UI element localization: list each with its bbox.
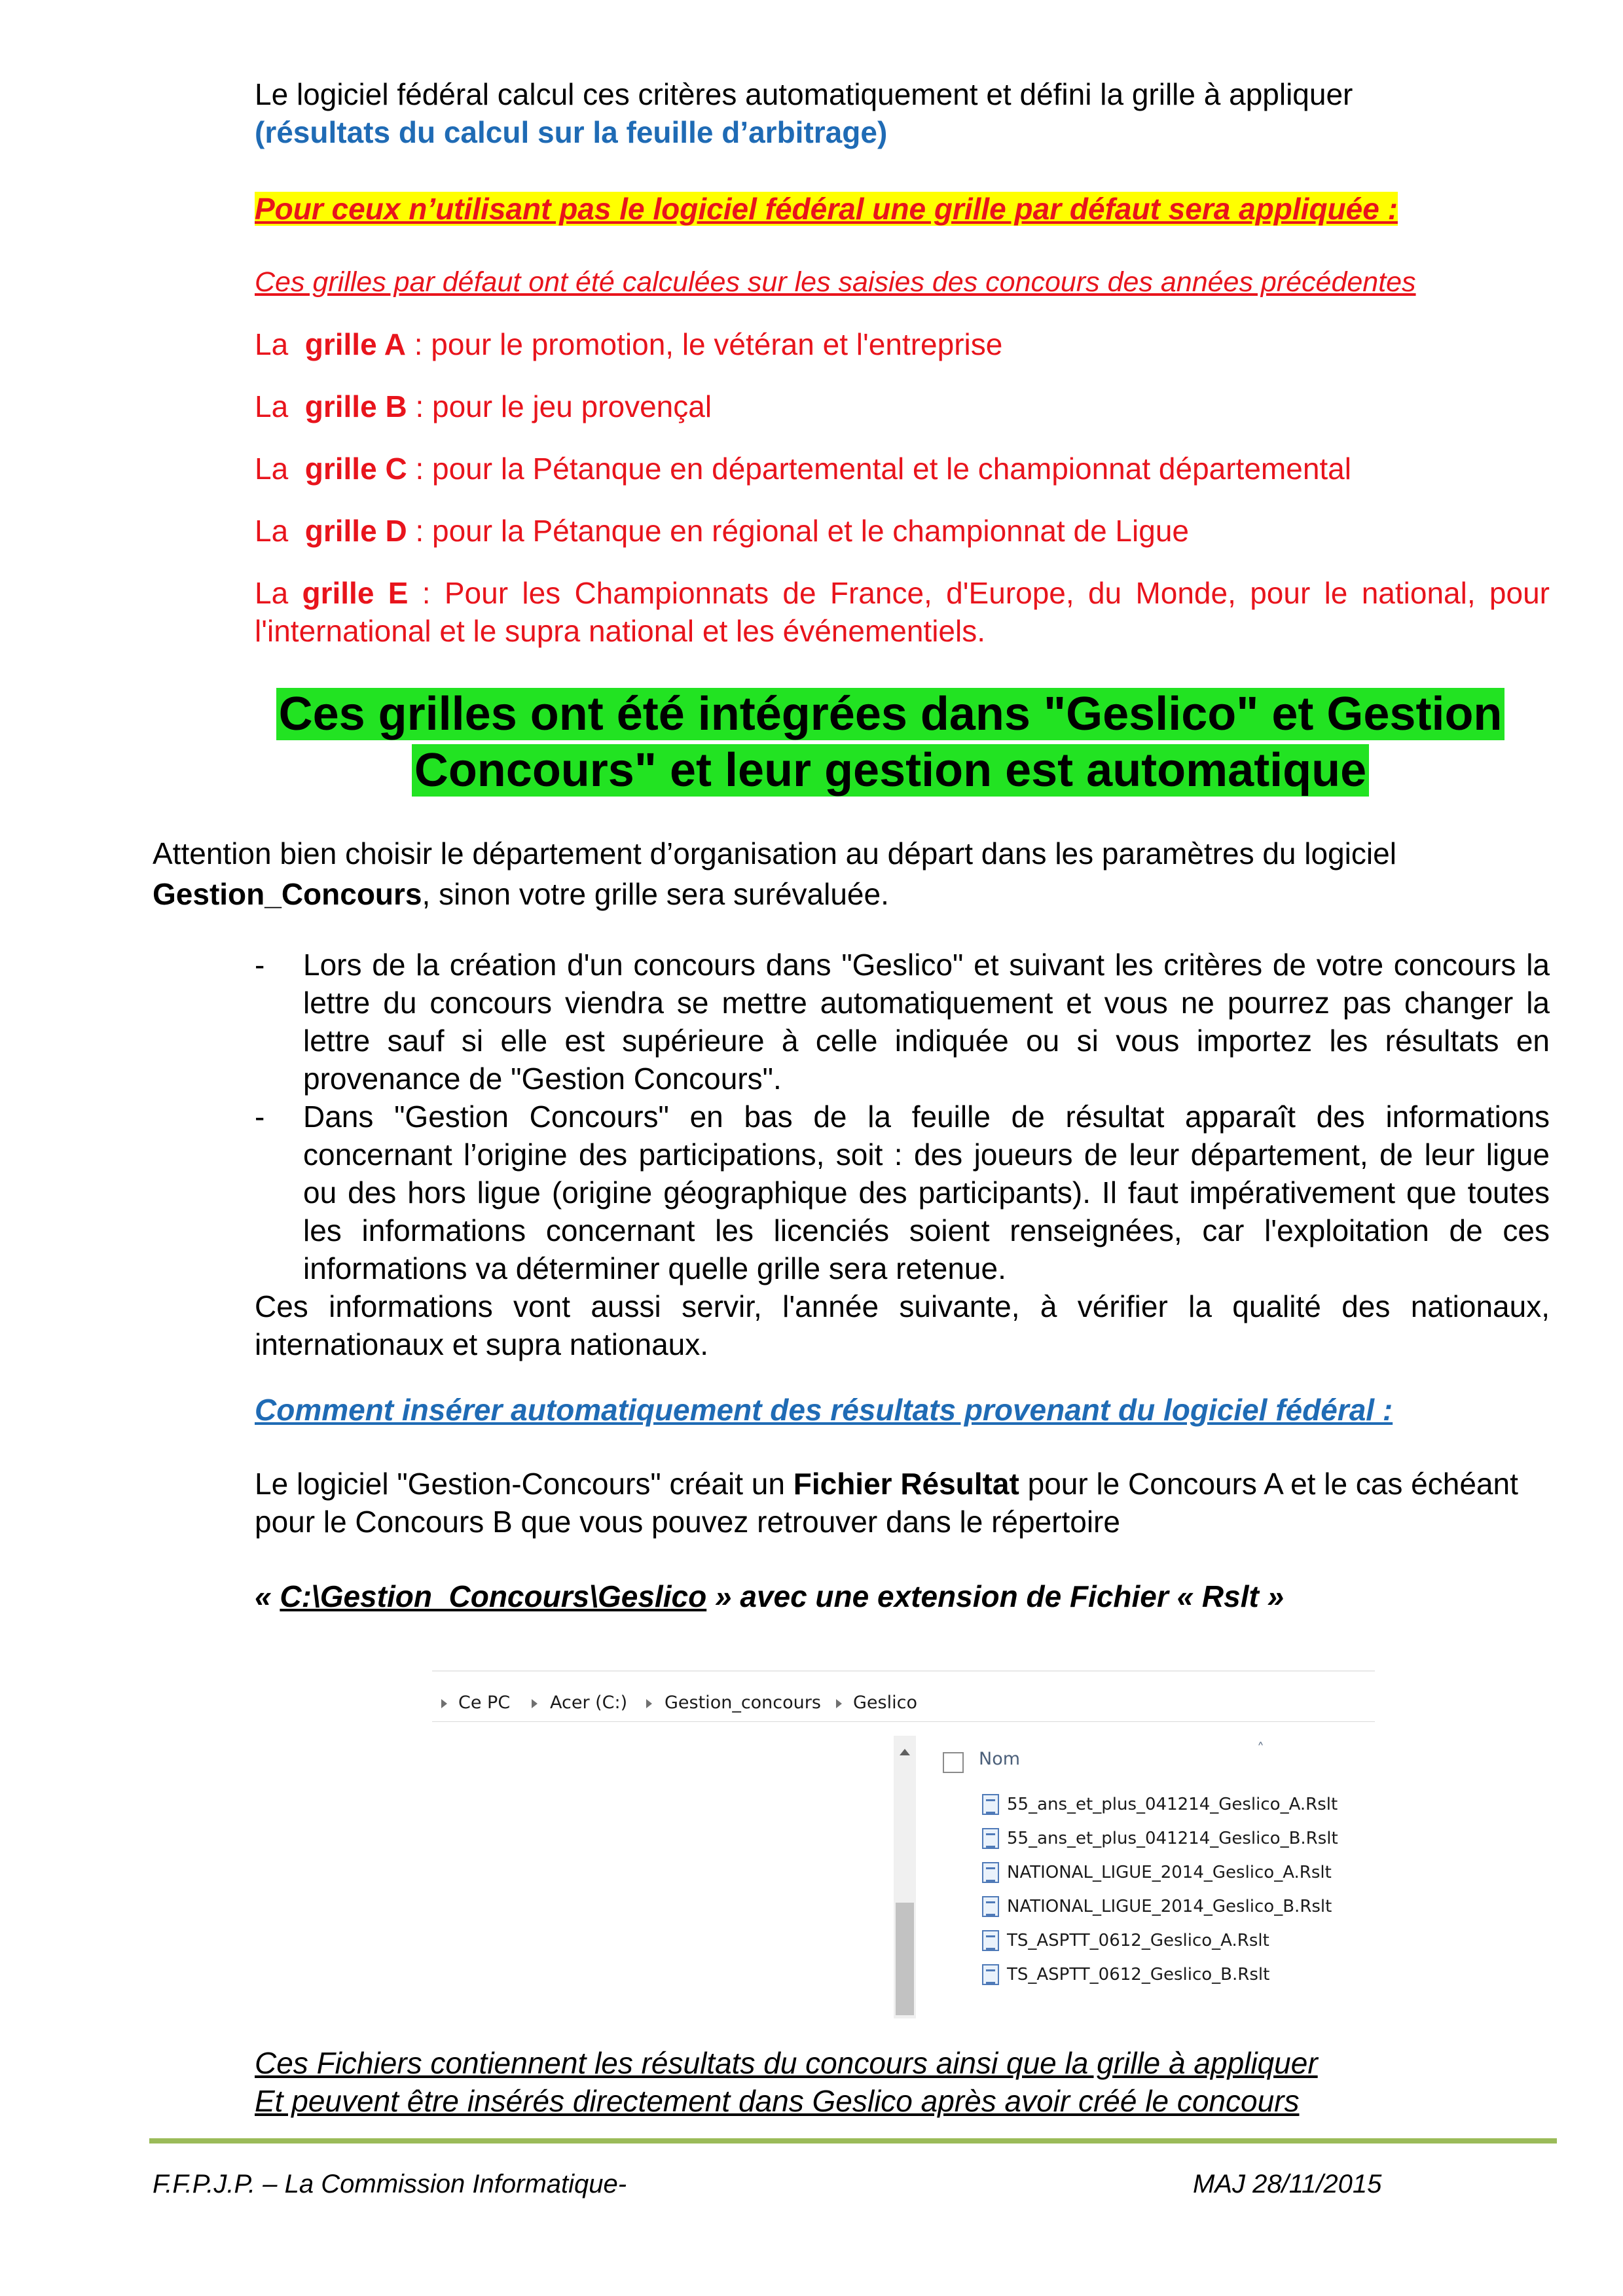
grille-b-line <box>255 387 1550 425</box>
logiciel-text-end: pour le Concours A et le cas échéant pour le Concours B que vous pouvez retrouver dans le répertoire <box>255 1467 1518 1539</box>
file-name: NATIONAL_LIGUE_2014_Geslico_B.Rslt <box>1007 1897 1332 1916</box>
file-icon <box>982 1930 999 1951</box>
grille-b-name: grille B <box>304 389 407 423</box>
breadcrumb-item-ce-pc[interactable]: Ce PC <box>458 1693 511 1713</box>
file-icon <box>982 1828 999 1849</box>
path-open: « <box>255 1579 280 1613</box>
breadcrumb-item-gestion-concours[interactable]: Gestion_concours <box>665 1693 821 1713</box>
bullet-creation-text: Lors de la création d'un concours dans "Geslico" et suivant les critères de votre concours la lettre du concours viendra se mettre automatiquement et vous ne pourrez pas changer la lettre sauf si elle est supérieure à celle indiquée ou si vous importez les résultats en provenance de "Gestion Concours". <box>303 948 1550 1096</box>
breadcrumb-arrow-icon <box>532 1699 538 1708</box>
intro-blue-note: (résultats du calcul sur la feuille d’arbitrage) <box>255 115 888 149</box>
scroll-up-icon[interactable] <box>900 1749 910 1755</box>
default-grid-note: Ces grilles par défaut ont été calculées sur les saisies des concours des années précédentes <box>255 266 1416 298</box>
path-value: C:\Gestion_Concours\Geslico <box>280 1579 707 1613</box>
breadcrumb-arrow-icon <box>646 1699 652 1708</box>
grille-c-desc: : pour la Pétanque en départemental et le championnat départemental <box>407 452 1351 486</box>
grille-d-prefix: La <box>255 514 289 548</box>
file-name: 55_ans_et_plus_041214_Geslico_B.Rslt <box>1007 1829 1338 1848</box>
explorer-top-border <box>432 1670 1375 1677</box>
footer-date: MAJ 28/11/2015 <box>1193 2170 1382 2198</box>
grille-e-name: grille E <box>302 576 409 610</box>
grille-d-desc: : pour la Pétanque en régional et le championnat de Ligue <box>407 514 1189 548</box>
intro-paragraph <box>255 75 1550 151</box>
grille-d-name: grille D <box>304 514 407 548</box>
informations-paragraph: Ces informations vont aussi servir, l'année suivante, à vérifier la qualité des nationaux, internationaux et supra nationaux. <box>255 1289 1550 1361</box>
select-all-checkbox[interactable] <box>943 1752 964 1773</box>
file-icon <box>982 1862 999 1883</box>
grille-c-prefix: La <box>255 452 289 486</box>
breadcrumb-item-geslico[interactable]: Geslico <box>853 1693 917 1713</box>
file-icon <box>982 1964 999 1985</box>
grille-c-line <box>255 450 1550 488</box>
grille-e-desc: : Pour les Championnats de France, d'Europe, du Monde, pour le national, pour l'international et le supra national et les événementiels. <box>255 576 1550 648</box>
bullet-dash-icon: - <box>255 948 265 982</box>
default-grid-warning-text: Pour ceux n’utilisant pas le logiciel fédéral une grille par défaut sera appliquée : <box>255 192 1398 226</box>
attention-software-name: Gestion_Concours <box>153 877 422 911</box>
file-name: 55_ans_et_plus_041214_Geslico_A.Rslt <box>1007 1795 1338 1814</box>
attention-text: Attention bien choisir le département d’organisation au départ dans les paramètres du logiciel <box>153 836 1396 870</box>
column-header-name[interactable]: Nom <box>979 1749 1021 1769</box>
footer-divider <box>149 2138 1557 2144</box>
grille-a-line <box>255 325 1550 363</box>
grille-b-desc: : pour le jeu provençal <box>407 389 712 423</box>
footer-left: F.F.P.J.P. – La Commission Informatique- <box>153 2170 627 2198</box>
banner-line-2: Concours" et leur gestion est automatique <box>412 744 1369 797</box>
grille-d-line <box>255 512 1550 550</box>
file-name: TS_ASPTT_0612_Geslico_A.Rslt <box>1007 1931 1269 1950</box>
default-grid-warning <box>255 190 1550 228</box>
attention-text-end: , sinon votre grille sera surévaluée. <box>422 877 889 911</box>
grille-a-desc: : pour le promotion, le vétéran et l'entreprise <box>405 327 1003 361</box>
integration-banner <box>196 686 1584 798</box>
bullet-gestion-concours-text: Dans "Gestion Concours" en bas de la feuille de résultat apparaît des informations concernant l’origine des participations, soit : des joueurs de leur département, de leur ligue ou des hors ligue (origine géographique des participants). Il faut impérativement que toutes les informations concernant les licenciés soient renseignées, car l'exploitation de ces informations va déterminer quelle grille sera retenue. <box>303 1100 1550 1285</box>
breadcrumb <box>432 1685 1375 1722</box>
file-name: NATIONAL_LIGUE_2014_Geslico_A.Rslt <box>1007 1863 1332 1882</box>
logiciel-text: Le logiciel "Gestion-Concours" créait un <box>255 1467 793 1501</box>
breadcrumb-item-acer[interactable]: Acer (C:) <box>550 1693 628 1713</box>
closing-paragraph <box>255 2044 1550 2120</box>
howto-title: Comment insérer automatiquement des résultats provenant du logiciel fédéral : <box>255 1393 1393 1427</box>
grille-b-prefix: La <box>255 389 289 423</box>
grille-c-name: grille C <box>304 452 407 486</box>
fichier-resultat-label: Fichier Résultat <box>793 1467 1019 1501</box>
breadcrumb-arrow-icon <box>836 1699 842 1708</box>
grille-a-prefix: La <box>255 327 289 361</box>
grille-a-name: grille A <box>304 327 406 361</box>
file-name: TS_ASPTT_0612_Geslico_B.Rslt <box>1007 1965 1270 1984</box>
path-line <box>255 1577 1550 1615</box>
path-close: » avec une extension de Fichier « Rslt » <box>706 1579 1285 1613</box>
grille-e-prefix: La <box>255 576 289 610</box>
scrollbar[interactable] <box>894 1736 916 2018</box>
file-icon <box>982 1794 999 1815</box>
closing-line-2: Et peuvent être insérés directement dans Geslico après avoir créé le concours <box>255 2084 1300 2118</box>
file-icon <box>982 1896 999 1917</box>
breadcrumb-arrow-icon <box>441 1699 447 1708</box>
closing-line-1: Ces Fichiers contiennent les résultats du concours ainsi que la grille à appliquer <box>255 2046 1318 2080</box>
banner-line-1: Ces grilles ont été intégrées dans "Geslico" et Gestion <box>276 688 1505 740</box>
scroll-thumb[interactable] <box>896 1903 914 2015</box>
attention-paragraph <box>153 833 1560 914</box>
grille-e-line <box>255 574 1550 650</box>
sort-ascending-icon[interactable]: ˄ <box>1257 1741 1264 1757</box>
bullet-dash-icon: - <box>255 1100 265 1134</box>
file-explorer-screenshot <box>432 1670 1375 2020</box>
logiciel-paragraph <box>255 1465 1550 1541</box>
intro-text: Le logiciel fédéral calcul ces critères automatiquement et défini la grille à appliquer <box>255 77 1353 111</box>
